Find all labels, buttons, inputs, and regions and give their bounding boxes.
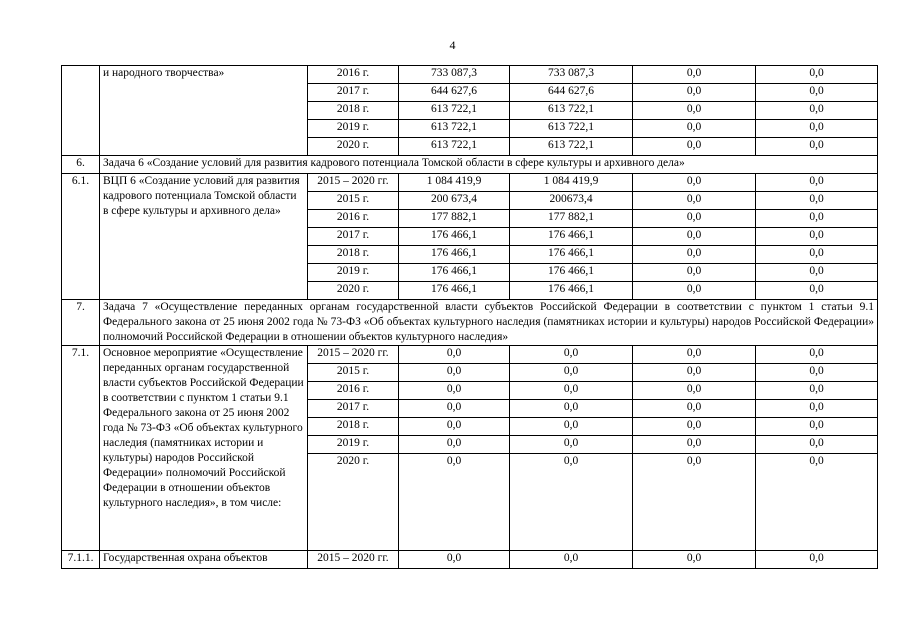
page-number: 4 xyxy=(449,38,456,52)
value-cell: 0,0 xyxy=(510,382,633,400)
value-cell: 200673,4 xyxy=(510,192,633,210)
row-number xyxy=(62,66,100,156)
value-cell: 0,0 xyxy=(756,282,878,300)
value-cell: 0,0 xyxy=(756,174,878,192)
value-cell: 0,0 xyxy=(756,400,878,418)
value-cell: 176 466,1 xyxy=(510,228,633,246)
row-number: 7.1. xyxy=(62,346,100,551)
value-cell: 0,0 xyxy=(756,66,878,84)
table-row xyxy=(62,551,878,569)
value-cell: 0,0 xyxy=(756,364,878,382)
value-cell: 0,0 xyxy=(633,192,756,210)
value-cell: 0,0 xyxy=(399,400,510,418)
task-number: 6. xyxy=(62,156,100,174)
value-cell: 0,0 xyxy=(756,210,878,228)
year-cell: 2018 г. xyxy=(308,102,399,120)
row-number: 6.1. xyxy=(62,174,100,300)
value-cell: 613 722,1 xyxy=(510,138,633,156)
year-cell: 2017 г. xyxy=(308,400,399,418)
value-cell: 0,0 xyxy=(399,418,510,436)
year-cell: 2019 г. xyxy=(308,120,399,138)
value-cell: 0,0 xyxy=(633,436,756,454)
value-cell: 0,0 xyxy=(510,346,633,364)
year-cell: 2019 г. xyxy=(308,264,399,282)
value-cell: 0,0 xyxy=(756,246,878,264)
table-row xyxy=(62,346,878,364)
value-cell: 0,0 xyxy=(510,364,633,382)
year-cell: 2015 – 2020 гг. xyxy=(308,551,399,569)
value-cell: 0,0 xyxy=(510,436,633,454)
year-cell: 2015 г. xyxy=(308,192,399,210)
value-cell: 0,0 xyxy=(633,210,756,228)
year-cell: 2020 г. xyxy=(308,138,399,156)
value-cell: 0,0 xyxy=(399,551,510,569)
value-cell: 644 627,6 xyxy=(399,84,510,102)
task-row xyxy=(62,156,878,174)
value-cell: 0,0 xyxy=(510,418,633,436)
value-cell: 0,0 xyxy=(756,382,878,400)
value-cell: 176 466,1 xyxy=(399,264,510,282)
task-text: Задача 6 «Создание условий для развития кадрового потенциала Томской области в сфере культуры и архивного дела» xyxy=(100,156,878,174)
year-cell: 2016 г. xyxy=(308,66,399,84)
task-number: 7. xyxy=(62,300,100,346)
value-cell: 177 882,1 xyxy=(399,210,510,228)
year-cell: 2015 г. xyxy=(308,364,399,382)
value-cell: 0,0 xyxy=(633,228,756,246)
value-cell: 0,0 xyxy=(399,382,510,400)
row-number: 7.1.1. xyxy=(62,551,100,569)
value-cell: 200 673,4 xyxy=(399,192,510,210)
value-cell: 0,0 xyxy=(756,192,878,210)
value-cell: 176 466,1 xyxy=(510,282,633,300)
value-cell: 0,0 xyxy=(756,454,878,551)
table-row xyxy=(62,66,878,84)
year-cell: 2015 – 2020 гг. xyxy=(308,174,399,192)
value-cell: 176 466,1 xyxy=(510,246,633,264)
value-cell: 0,0 xyxy=(633,66,756,84)
year-cell: 2018 г. xyxy=(308,418,399,436)
value-cell: 0,0 xyxy=(756,138,878,156)
year-cell: 2020 г. xyxy=(308,454,399,551)
task-row xyxy=(62,300,878,346)
value-cell: 0,0 xyxy=(633,418,756,436)
year-cell: 2019 г. xyxy=(308,436,399,454)
year-cell: 2016 г. xyxy=(308,382,399,400)
value-cell: 0,0 xyxy=(756,551,878,569)
value-cell: 1 084 419,9 xyxy=(510,174,633,192)
value-cell: 0,0 xyxy=(399,364,510,382)
value-cell: 0,0 xyxy=(756,264,878,282)
value-cell: 0,0 xyxy=(633,382,756,400)
year-cell: 2017 г. xyxy=(308,228,399,246)
value-cell: 0,0 xyxy=(633,346,756,364)
year-cell: 2016 г. xyxy=(308,210,399,228)
value-cell: 0,0 xyxy=(756,418,878,436)
value-cell: 176 466,1 xyxy=(399,228,510,246)
value-cell: 0,0 xyxy=(633,551,756,569)
budget-table xyxy=(61,65,878,569)
year-cell: 2020 г. xyxy=(308,282,399,300)
value-cell: 0,0 xyxy=(756,84,878,102)
value-cell: 0,0 xyxy=(756,436,878,454)
value-cell: 0,0 xyxy=(633,400,756,418)
value-cell: 0,0 xyxy=(399,454,510,551)
value-cell: 613 722,1 xyxy=(399,138,510,156)
value-cell: 177 882,1 xyxy=(510,210,633,228)
year-cell: 2018 г. xyxy=(308,246,399,264)
value-cell: 0,0 xyxy=(510,551,633,569)
value-cell: 0,0 xyxy=(399,436,510,454)
value-cell: 176 466,1 xyxy=(399,282,510,300)
value-cell: 0,0 xyxy=(756,346,878,364)
table-row xyxy=(62,174,878,192)
value-cell: 613 722,1 xyxy=(399,120,510,138)
value-cell: 0,0 xyxy=(633,264,756,282)
row-name: и народного творчества» xyxy=(100,66,308,156)
row-name: Государственная охрана объектов xyxy=(100,551,308,569)
value-cell: 0,0 xyxy=(633,120,756,138)
value-cell: 0,0 xyxy=(510,454,633,551)
year-cell: 2017 г. xyxy=(308,84,399,102)
row-name: Основное мероприятие «Осуществление переданных органам государственной власти субъектов Российской Федерации в соответствии с пунктом 1 статьи 9.1 Федерального закона от 25 июня 2002 года № 73-ФЗ «Об объектах культурного наследия (памятниках истории и культуры) народов Российской Федерации» полномочий Российской Федерации в отношении объектов культурного наследия», в том числе: xyxy=(100,346,308,551)
value-cell: 0,0 xyxy=(633,454,756,551)
value-cell: 0,0 xyxy=(633,102,756,120)
value-cell: 0,0 xyxy=(633,246,756,264)
value-cell: 0,0 xyxy=(756,120,878,138)
value-cell: 0,0 xyxy=(756,228,878,246)
value-cell: 613 722,1 xyxy=(510,102,633,120)
value-cell: 733 087,3 xyxy=(399,66,510,84)
value-cell: 1 084 419,9 xyxy=(399,174,510,192)
year-cell: 2015 – 2020 гг. xyxy=(308,346,399,364)
value-cell: 0,0 xyxy=(633,138,756,156)
value-cell: 644 627,6 xyxy=(510,84,633,102)
value-cell: 0,0 xyxy=(756,102,878,120)
value-cell: 613 722,1 xyxy=(510,120,633,138)
value-cell: 0,0 xyxy=(399,346,510,364)
value-cell: 176 466,1 xyxy=(510,264,633,282)
row-name: ВЦП 6 «Создание условий для развития кадрового потенциала Томской области в сфере культуры и архивного дела» xyxy=(100,174,308,300)
value-cell: 733 087,3 xyxy=(510,66,633,84)
task-text: Задача 7 «Осуществление переданных органам государственной власти субъектов Российской Федерации в соответствии с пунктом 1 статьи 9.1 Федерального закона от 25 июня 2002 года № 73-ФЗ «Об объектах культурного наследия (памятниках истории и культуры) народов Российской Федерации» полномочий Российской Федерации в отношении объектов культурного наследия» xyxy=(100,300,878,346)
value-cell: 0,0 xyxy=(633,84,756,102)
value-cell: 0,0 xyxy=(633,282,756,300)
value-cell: 0,0 xyxy=(510,400,633,418)
value-cell: 0,0 xyxy=(633,364,756,382)
value-cell: 176 466,1 xyxy=(399,246,510,264)
value-cell: 0,0 xyxy=(633,174,756,192)
value-cell: 613 722,1 xyxy=(399,102,510,120)
